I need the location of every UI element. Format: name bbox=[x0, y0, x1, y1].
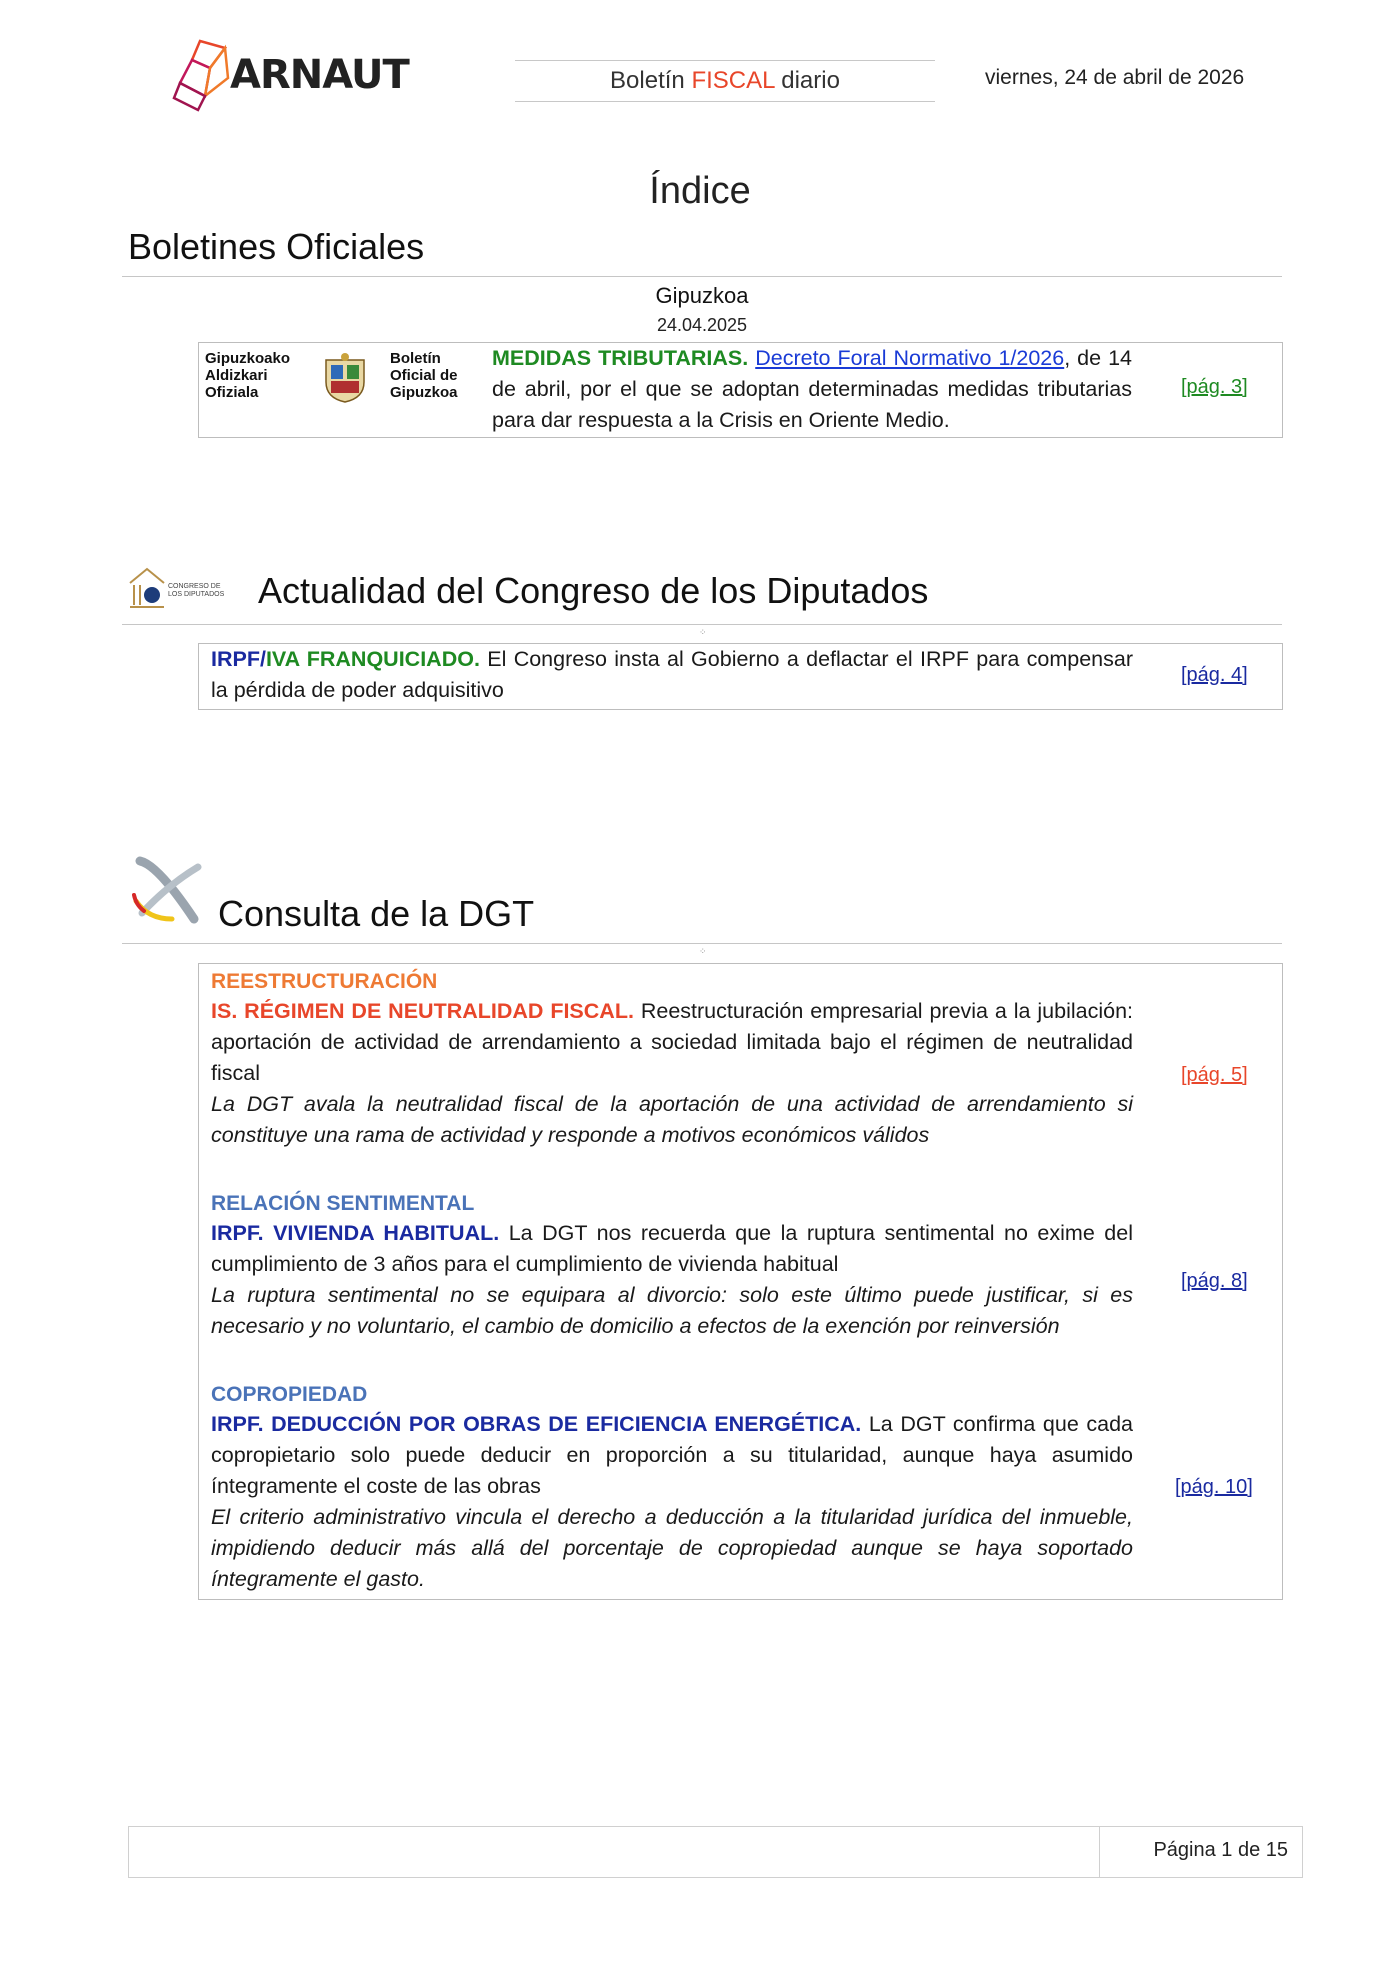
dgt-item-text bbox=[211, 996, 1133, 1089]
dgt-item bbox=[211, 1190, 1133, 1342]
section-title-congreso: Actualidad del Congreso de los Diputados bbox=[258, 570, 929, 611]
logo-basque-text bbox=[205, 350, 290, 401]
anchor-mark: ⁘ bbox=[699, 946, 707, 956]
dgt-tag: IRPF. VIVIENDA HABITUAL. bbox=[211, 1221, 500, 1245]
dgt-item-text bbox=[211, 1218, 1133, 1280]
section-rule bbox=[122, 276, 1282, 277]
section-title-boletines: Boletines Oficiales bbox=[128, 226, 425, 267]
page-number: Página 1 de 15 bbox=[1153, 1839, 1288, 1861]
logo-line: Gipuzkoako bbox=[205, 350, 291, 367]
gipuzkoa-bulletin-logo bbox=[205, 348, 485, 432]
logo-line: Oficial de bbox=[390, 367, 458, 384]
section-rule bbox=[122, 624, 1282, 625]
footer-divider bbox=[1099, 1827, 1100, 1877]
agencia-tributaria-logo bbox=[128, 855, 206, 925]
entry-text: El Congreso insta al Gobierno a deflactar el IRPF para compensar la pérdida de poder adquisitivo bbox=[211, 647, 1134, 702]
boletin-entry-box bbox=[198, 342, 1283, 438]
page-link-4[interactable]: [pág. 4] bbox=[1181, 664, 1248, 686]
dgt-note: El criterio administrativo vincula el derecho a deducción a la titularidad jurídica del inmueble, impidiendo deducir más allá del porcentaje de copropiedad aunque se haya soportado íntegramente el gasto. bbox=[211, 1505, 1133, 1591]
logo-line: LOS DIPUTADOS bbox=[168, 591, 225, 598]
logo-line: Gipuzkoa bbox=[390, 384, 458, 401]
dgt-note: La ruptura sentimental no se equipara al divorcio: solo este último puede justificar, si es necesario y no voluntario, el cambio de domicilio a efectos de la exención por reinversión bbox=[211, 1283, 1133, 1338]
logo-line: CONGRESO DE bbox=[168, 583, 221, 590]
anchor-mark: ⁘ bbox=[699, 627, 707, 637]
page-footer bbox=[128, 1826, 1303, 1878]
bulletin-suffix: diario bbox=[774, 67, 840, 94]
dgt-tag: IRPF. DEDUCCIÓN POR OBRAS DE EFICIENCIA ENERGÉTICA. bbox=[211, 1412, 862, 1436]
aeat-logo-icon bbox=[128, 855, 206, 925]
dgt-tag: IS. RÉGIMEN DE NEUTRALIDAD FISCAL. bbox=[211, 999, 634, 1023]
region-name: Gipuzkoa bbox=[655, 283, 749, 308]
logo-line: Aldizkari bbox=[205, 367, 268, 384]
section-title-dgt: Consulta de la DGT bbox=[218, 893, 535, 934]
bulletin-title bbox=[515, 60, 935, 102]
dgt-category: RELACIÓN SENTIMENTAL bbox=[211, 1192, 475, 1215]
congreso-logo bbox=[128, 565, 258, 611]
entry-tag-iva: IVA FRANQUICIADO. bbox=[265, 647, 480, 671]
index-title: Índice bbox=[649, 170, 751, 212]
page-link-3[interactable]: [pág. 3] bbox=[1181, 376, 1248, 398]
dgt-item-text bbox=[211, 1409, 1133, 1502]
congreso-entry-text bbox=[211, 644, 1133, 706]
dgt-entries-box bbox=[198, 963, 1283, 1600]
logo-line: Boletín bbox=[390, 350, 441, 367]
entry-tag: MEDIDAS TRIBUTARIAS. bbox=[492, 346, 749, 370]
region-date: 24.04.2025 bbox=[656, 315, 748, 335]
congreso-entry-box bbox=[198, 643, 1283, 710]
brand-name: ARNAUT bbox=[230, 52, 409, 98]
logo-line: Ofiziala bbox=[205, 384, 259, 401]
dgt-category: REESTRUCTURACIÓN bbox=[211, 970, 438, 993]
dgt-category: COPROPIEDAD bbox=[211, 1383, 368, 1406]
dgt-item bbox=[211, 1381, 1133, 1595]
bulletin-prefix: Boletín bbox=[610, 67, 692, 94]
decree-link[interactable]: Decreto Foral Normativo 1/2026 bbox=[755, 346, 1065, 370]
entry-tag-irpf: IRPF/ bbox=[211, 647, 266, 671]
dgt-item bbox=[211, 968, 1133, 1151]
page-link-10[interactable]: [pág. 10] bbox=[1175, 1476, 1253, 1498]
section-rule bbox=[122, 943, 1282, 944]
congreso-emblem-icon bbox=[128, 565, 166, 611]
congreso-logo-text bbox=[168, 583, 224, 599]
dgt-text: La DGT confirma que cada copropietario solo puede deducir en proporción a su titularidad, aunque haya asumido íntegramente el coste de las obras bbox=[211, 1412, 1133, 1498]
bulletin-accent: FISCAL bbox=[691, 67, 775, 94]
entry-text: , de 14 de abril, por el que se adoptan determinadas medidas tributarias para dar respuesta a la Crisis en Oriente Medio. bbox=[492, 346, 1132, 432]
dgt-text: Reestructuración empresarial previa a la jubilación: aportación de actividad de arrendamiento a sociedad limitada bajo el régimen de neutralidad fiscal bbox=[211, 999, 1133, 1085]
dgt-text: La DGT nos recuerda que la ruptura sentimental no exime del cumplimiento de 3 años para el cumplimiento de vivienda habitual bbox=[211, 1221, 1133, 1276]
dgt-note: La DGT avala la neutralidad fiscal de la aportación de una actividad de arrendamiento si constituye una rama de actividad y responde a motivos económicos válidos bbox=[211, 1092, 1133, 1147]
page-link-8[interactable]: [pág. 8] bbox=[1181, 1270, 1248, 1292]
coat-of-arms-icon bbox=[318, 352, 372, 404]
page-link-5[interactable]: [pág. 5] bbox=[1181, 1064, 1248, 1086]
header-date: viernes, 24 de abril de 2026 bbox=[985, 66, 1245, 89]
boletin-entry-text bbox=[492, 343, 1132, 436]
logo-spanish-text bbox=[390, 350, 458, 401]
